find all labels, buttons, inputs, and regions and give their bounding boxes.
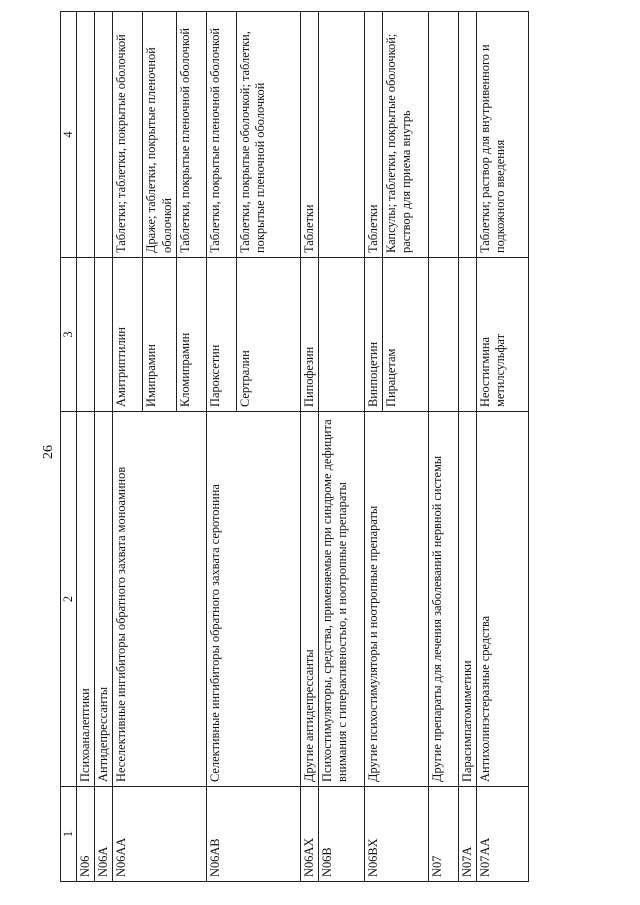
table-row [364, 12, 382, 882]
group-name: Другие препараты для лечения заболеваний нервной системы [428, 412, 458, 787]
page-number: 26 [41, 445, 56, 459]
atc-code: N07 [428, 787, 458, 882]
drug-name: Винпоцетин [364, 258, 382, 412]
dosage-form [77, 12, 95, 258]
column-header: 2 [61, 412, 77, 787]
table-row [206, 12, 236, 882]
group-name: Другие психостимуляторы и ноотропные препараты [364, 412, 428, 787]
dosage-form: Таблетки, покрытые пленочной оболочкой [206, 12, 236, 258]
atc-code: N06AX [300, 787, 318, 882]
column-header: 3 [61, 258, 77, 412]
atc-code: N07AA [477, 787, 529, 882]
table-row [95, 12, 113, 882]
group-name: Парасимпатомиметики [458, 412, 476, 787]
table-row [477, 12, 529, 882]
drug-name: Имипрамин [143, 258, 176, 412]
atc-code: N06 [77, 787, 95, 882]
drug-table [60, 11, 529, 882]
atc-code: N07A [458, 787, 476, 882]
drug-name [458, 258, 476, 412]
table-row [77, 12, 95, 882]
atc-code: N06AB [206, 787, 300, 882]
group-name: Антидепрессанты [95, 412, 113, 787]
table-row [318, 12, 364, 882]
column-header: 4 [61, 12, 77, 258]
dosage-form: Таблетки; раствор для внутривенного и подкожного введения [477, 12, 529, 258]
dosage-form: Капсулы; таблетки, покрытые оболочкой; раствор для приема внутрь [382, 12, 428, 258]
dosage-form [318, 12, 364, 258]
group-name: Психоаналептики [77, 412, 95, 787]
atc-code: N06B [318, 787, 364, 882]
rotated-table-wrapper [60, 12, 632, 882]
drug-name [77, 258, 95, 412]
atc-code: N06BX [364, 787, 428, 882]
group-name: Психостимуляторы, средства, применяемые при синдроме дефицита внимания с гиперактивностью, и ноотропные препараты [318, 412, 364, 787]
group-name: Неселективные ингибиторы обратного захвата моноаминов [113, 412, 206, 787]
table-row [458, 12, 476, 882]
drug-name: Неостигмина метилсульфат [477, 258, 529, 412]
drug-name: Пипофезин [300, 258, 318, 412]
drug-name [95, 258, 113, 412]
drug-name: Пирацетам [382, 258, 428, 412]
table-row [113, 12, 143, 882]
table-row [428, 12, 458, 882]
column-header: 1 [61, 787, 77, 882]
table-row [300, 12, 318, 882]
drug-name [318, 258, 364, 412]
drug-name: Амитриптилин [113, 258, 143, 412]
drug-name: Пароксетин [206, 258, 236, 412]
atc-code: N06A [95, 787, 113, 882]
dosage-form: Таблетки; таблетки, покрытые оболочкой [113, 12, 143, 258]
group-name: Селективные ингибиторы обратного захвата серотонина [206, 412, 300, 787]
group-name: Другие антидепрессанты [300, 412, 318, 787]
dosage-form [428, 12, 458, 258]
dosage-form [458, 12, 476, 258]
drug-name: Сертралин [236, 258, 300, 412]
dosage-form: Таблетки, покрытые оболочкой; таблетки, покрытые пленочной оболочкой [236, 12, 300, 258]
atc-code: N06AA [113, 787, 206, 882]
dosage-form: Таблетки [300, 12, 318, 258]
drug-name: Кломипрамин [176, 258, 206, 412]
group-name: Антихолинэстеразные средства [477, 412, 529, 787]
dosage-form: Драже; таблетки, покрытые пленочной оболочкой [143, 12, 176, 258]
table-header-row [61, 12, 77, 882]
dosage-form: Таблетки, покрытые пленочной оболочкой [176, 12, 206, 258]
dosage-form: Таблетки [364, 12, 382, 258]
drug-name [428, 258, 458, 412]
dosage-form [95, 12, 113, 258]
